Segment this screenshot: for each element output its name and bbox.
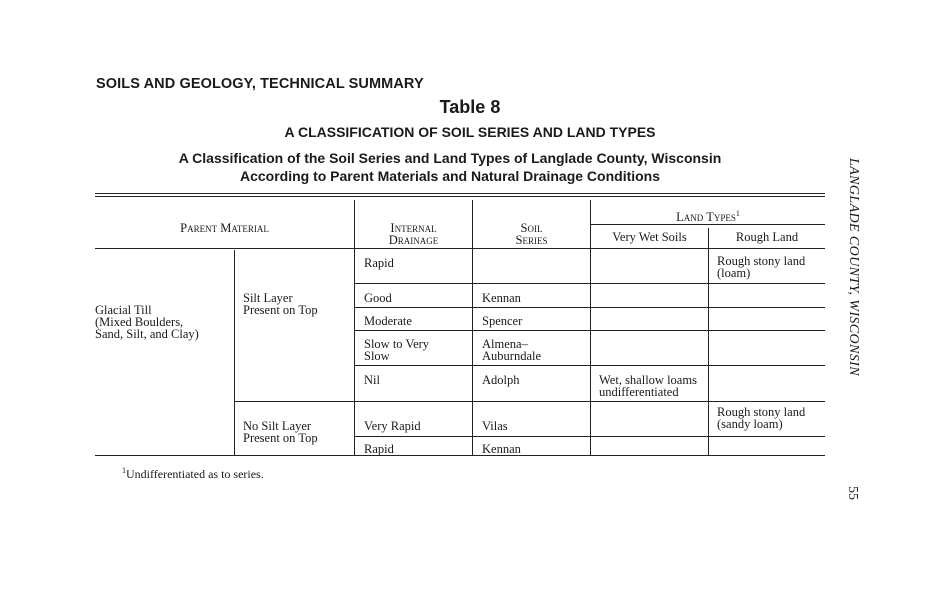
running-head: SOILS AND GEOLOGY, TECHNICAL SUMMARY [96,76,424,92]
land-types-underline [591,224,825,225]
header-soil-series: Soil Series [515,221,548,247]
table-number: Table 8 [439,97,501,117]
row-6-rough: Rough stony land (sandy loam) [717,405,806,431]
row-4-series: Almena– Auburndale [482,337,542,363]
row-3-drainage: Moderate [364,314,412,328]
subtitle-line-1: A Classification of the Soil Series and Land Types of Langlade County, Wisconsin [178,150,722,166]
header-bottom-rule [95,248,825,249]
subtitle-line-2: According to Parent Materials and Natural Drainage Conditions [239,168,661,184]
header-parent-material: Parent Material [180,221,269,235]
side-running-text: LANGLADE COUNTY, WISCONSIN [846,158,861,376]
group-divider [235,401,825,402]
row-4-drainage: Slow to Very Slow [364,337,430,363]
row-5-drainage: Nil [364,373,380,387]
row-5-series: Adolph [482,373,520,387]
row-1-drainage: Rapid [364,256,394,270]
row-1-rough: Rough stony land (loam) [717,254,806,280]
header-very-wet-soils: Very Wet Soils [612,230,687,244]
table-subtitle [0,149,900,185]
row-7-series: Kennan [482,442,521,456]
group-no-silt-layer: No Silt Layer Present on Top [243,419,318,445]
footnote: $^1$Undifferentiated as to series. [122,466,264,481]
column-divider [234,250,235,455]
parent-material-cell: Glacial Till (Mixed Boulders, Sand, Silt, and Clay) [95,303,199,341]
header-rough-land: Rough Land [735,230,799,244]
row-3-series: Spencer [482,314,523,328]
row-5-very-wet: Wet, shallow loams undifferentiated [599,373,697,399]
table-top-rule-double [95,196,825,197]
row-6-drainage: Very Rapid [364,419,421,433]
table-title: A CLASSIFICATION OF SOIL SERIES AND LAND TYPES [284,124,656,140]
row-7-drainage: Rapid [364,442,394,456]
table-top-rule [95,193,825,194]
row-6-series: Vilas [482,419,508,433]
row-2-drainage: Good [364,291,392,305]
table-bottom-rule [95,455,825,456]
header-internal-drainage: Internal Drainage [388,221,439,247]
page-number: 55 [845,486,860,500]
header-land-types: Land Types$^1$ [676,209,740,224]
row-2-series: Kennan [482,291,521,305]
column-divider [708,228,709,455]
group-silt-layer: Silt Layer Present on Top [243,291,318,317]
